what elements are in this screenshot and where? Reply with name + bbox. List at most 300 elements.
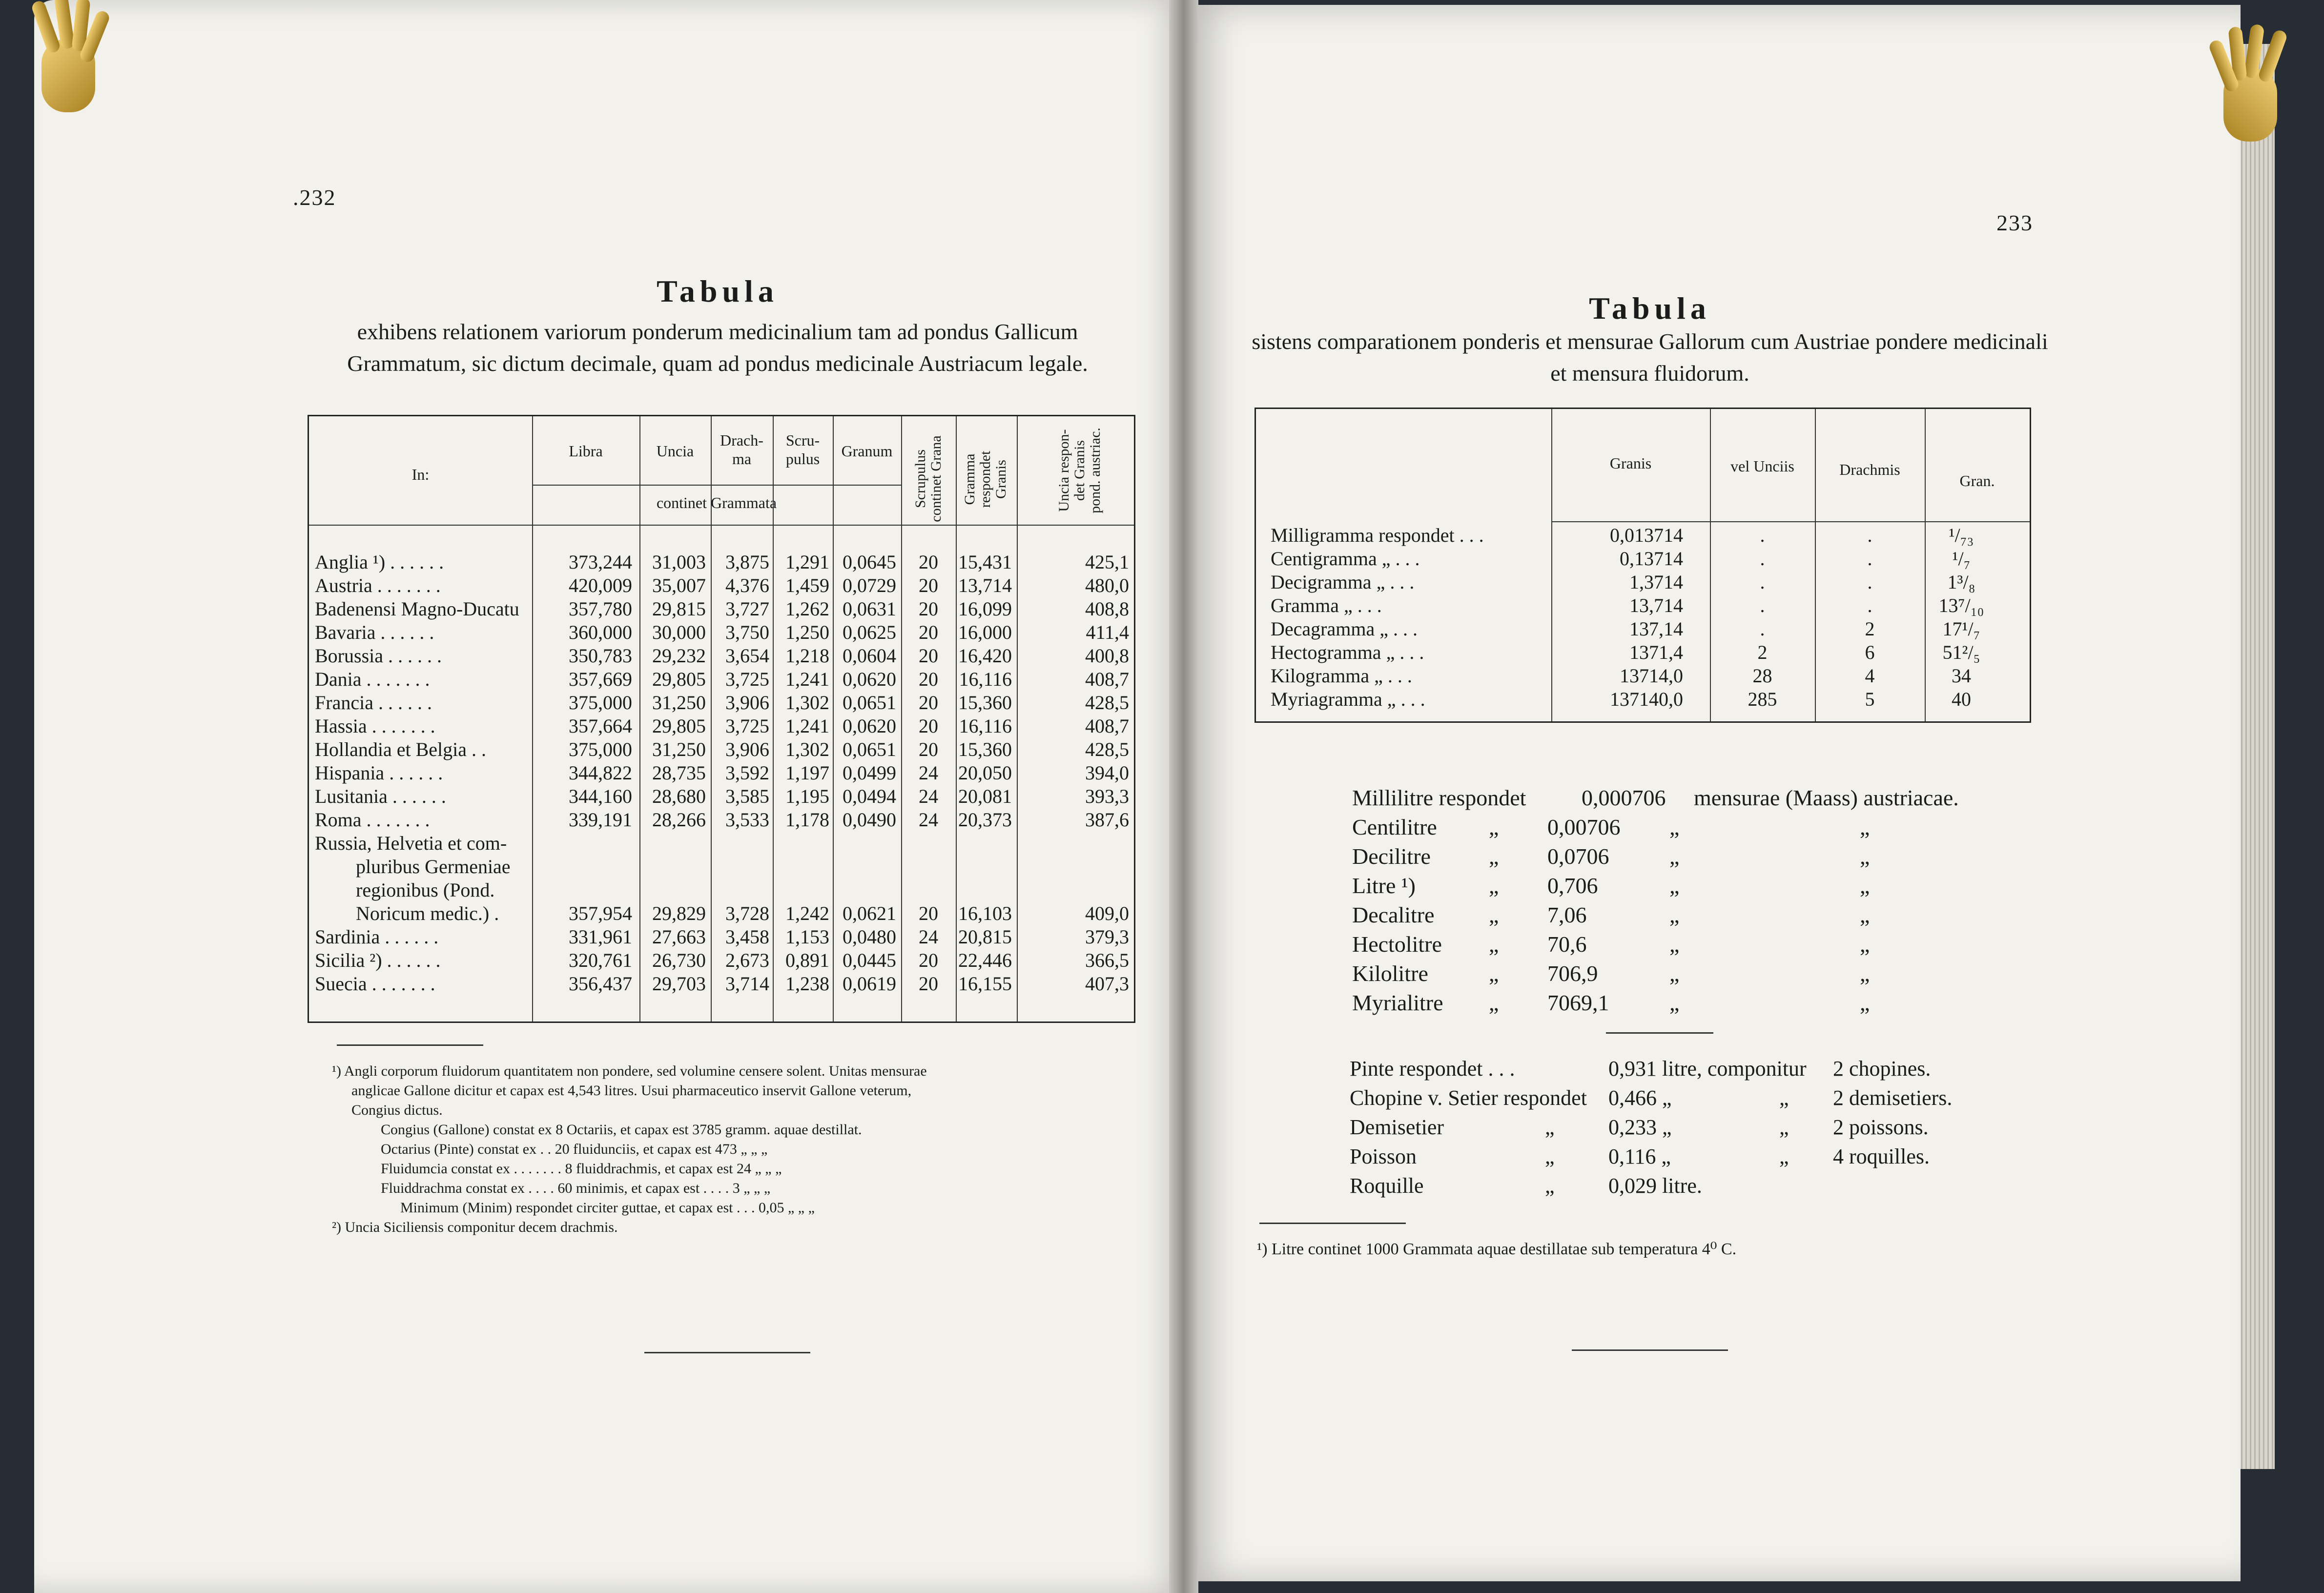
footnote-line: Minimum (Minim) respondet circiter guttae, et capax est . . . 0,05 „ „ „ [400,1200,815,1216]
cell-scrupulus: 1,291 [785,551,829,573]
cell-name: Decagramma „ . . . [1271,618,1418,640]
cell-libra: 350,783 [569,645,632,667]
cell-drachmis: . [1867,548,1872,570]
cell-name: Austria . . . . . . . [315,574,441,596]
cell-gramma-granis: 16,420 [958,645,1012,667]
measure-value: 7069,1 [1547,990,1609,1015]
left-subtitle-line1: exhibens relationem variorum ponderum medicinalium tam ad pondus Gallicum [357,319,1078,344]
cell-uncia-granis: 400,8 [1085,645,1129,667]
ditto-mark: „ [1489,902,1499,927]
composition: 2 chopines. [1833,1057,1931,1081]
cell-drachma: 3,533 [725,809,769,831]
measure-name: Poisson [1350,1144,1417,1168]
cell-libra: 373,244 [569,551,632,573]
measure-name: Demisetier [1350,1115,1444,1139]
ditto-mark: „ [1669,932,1680,957]
right-page-number: 233 [1996,210,2033,235]
header-granum: Granum [841,442,893,460]
cell-uncia-granis: 411,4 [1086,621,1129,643]
cell-granum: 0,0620 [843,715,896,737]
cell-libra: 375,000 [569,738,632,760]
cell-drachma: 3,592 [725,762,769,784]
measure-name: Pinte respondet . . . [1350,1057,1515,1081]
cell-uncia-granis: 379,3 [1085,926,1129,948]
cell-scrupulus: 1,302 [785,738,829,760]
footnote-line: anglicae Gallone dicitur et capax est 4,543 litres. Usui pharmaceutico inservit Gallone veterum, [351,1082,912,1099]
cell-drachma: 3,654 [725,645,769,667]
cell-libra: 357,780 [569,598,632,620]
cell-uncia-granis: 408,7 [1085,668,1129,690]
ditto-mark: „ [1860,873,1870,898]
cell-scrupulus: 1,241 [785,715,829,737]
measure-name: Myrialitre [1352,990,1443,1015]
measure-value: 0,116 „ [1608,1144,1671,1168]
cell-granum: 0,0604 [843,645,896,667]
cell-drachma: 3,714 [725,973,769,995]
measure-value: 706,9 [1547,961,1598,986]
cell-uncia: 29,805 [652,668,706,690]
table-row [309,668,1134,691]
cell-name: Sicilia ²) . . . . . . [315,949,441,971]
cell-drachmis: . [1867,524,1872,546]
cell-scr-grana: 20 [919,645,938,667]
ditto-mark: „ [1669,961,1680,986]
measure-row [1352,930,1987,959]
cell-unciis: . [1760,618,1765,640]
cell-name: Hispania . . . . . . [315,762,443,784]
ditto-mark: „ [1860,902,1870,927]
header-scrupulus-1: Scru- [785,431,820,449]
footnote-line: Fluidumcia constat ex . . . . . . . 8 fluiddrachmis, et capax est 24 „ „ „ [381,1161,782,1177]
cell-scrupulus: 1,195 [785,785,829,807]
right-subtitle-line2: et mensura fluidorum. [1550,361,1749,386]
cell-granum: 0,0625 [843,621,896,643]
measure-value: 0,233 „ [1608,1115,1672,1139]
measure-value: 0,00706 [1547,815,1621,839]
cell-scr-grana: 24 [919,785,938,807]
cell-gran: 34 [1952,665,1971,687]
cell-scrupulus: 1,178 [785,809,829,831]
cell-scr-grana: 20 [919,551,938,573]
measure-row [1352,959,1987,988]
table-row [309,597,1134,621]
cell-name: Myriagramma „ . . . [1271,688,1425,710]
ditto-mark: „ [1860,932,1870,957]
measure-name: Litre ¹) [1352,873,1416,898]
cell-unciis: . [1760,571,1765,593]
french-measure-row [1350,1113,1999,1142]
cell-name: Dania . . . . . . . [315,668,430,690]
cell-name: Suecia . . . . . . . [315,973,435,995]
measure-row [1352,988,1987,1018]
header-drachmis: Drachmis [1839,461,1900,478]
table-row [309,621,1134,644]
header-drachma-2: ma [732,450,752,468]
table-row [309,785,1134,808]
cell-scrupulus: 1,250 [785,621,829,643]
table-row [1256,664,2030,688]
cell-gramma-granis: 15,360 [958,692,1012,714]
ditto-mark: „ [1545,1115,1555,1139]
left-footnotes [332,1062,1152,1237]
table-row [1256,547,2030,571]
cell-libra: 320,761 [569,949,632,971]
header-gramma-granis: Gramma respondet Granis [962,450,1009,508]
cell-gramma-granis: 16,155 [958,973,1012,995]
cell-drachmis: . [1867,594,1872,616]
cell-scrupulus: 1,241 [785,668,829,690]
header-in: In: [411,466,430,483]
cell-granum: 0,0494 [843,785,896,807]
cell-gramma-granis: 16,099 [958,598,1012,620]
table-row [1256,688,2030,711]
cell-unciis: . [1760,524,1765,546]
cell-scr-grana: 20 [919,949,938,971]
table-row [309,972,1134,996]
cell-granis: 13,714 [1629,594,1683,616]
cell-name: Francia . . . . . . [315,692,432,714]
cell-granum: 0,0620 [843,668,896,690]
cell-granis: 137,14 [1629,618,1683,640]
cell-uncia: 29,703 [652,973,706,995]
table-row [1256,571,2030,594]
cell-scr-grana: 20 [919,715,938,737]
cell-unciis: 28 [1752,665,1772,687]
ditto-mark: „ [1669,990,1680,1015]
cell-name: Roma . . . . . . . [315,809,430,831]
cell-drachma: 3,906 [725,738,769,760]
left-subtitle-line2: Grammatum, sic dictum decimale, quam ad pondus medicinale Austriacum legale. [347,351,1088,376]
cell-drachma: 3,725 [725,668,769,690]
cell-name: Badenensi Magno-Ducatu [315,598,519,620]
french-measures [1350,1054,1999,1210]
cell-drachma: 3,875 [725,551,769,573]
cell-scrupulus: 0,891 [785,949,829,971]
ditto-mark: „ [1669,873,1680,898]
header-uncia: Uncia [656,442,694,460]
cell-scr-grana: 20 [919,621,938,643]
ditto-mark: „ [1545,1174,1555,1198]
table-row [1256,641,2030,664]
ditto-mark: „ [1860,815,1870,839]
measure-value: 0,931 litre, componitur [1608,1057,1807,1081]
cell-uncia: 26,730 [652,949,706,971]
measure-row [1352,842,1987,871]
cell-gramma-granis: 16,000 [958,621,1012,643]
cell-uncia: 29,232 [652,645,706,667]
cell-uncia: 30,000 [652,621,706,643]
cell-scrupulus: 1,218 [785,645,829,667]
header-scrupulus-2: pulus [785,450,820,468]
header-gran: Gran. [1959,472,1995,490]
table-row [309,808,1134,832]
cell-scrupulus: 1,153 [785,926,829,948]
french-measure-row [1350,1171,1999,1201]
cell-granum: 0,0729 [843,574,896,596]
cell-scr-grana: 20 [919,668,938,690]
cell-drachmis: 4 [1865,665,1875,687]
cell-drachma: 3,725 [725,715,769,737]
cell-uncia-granis: 366,5 [1085,949,1129,971]
table-row [309,738,1134,761]
cell-libra: 420,009 [569,574,632,596]
table-row [309,574,1134,597]
cell-gran: ¹/₇ [1952,548,1971,570]
right-bottom-rule [1572,1349,1728,1351]
ditto-mark: „ [1489,873,1499,898]
measure-value: 7,06 [1547,902,1587,927]
cell-drachma: 4,376 [725,574,769,596]
cell-uncia-granis: 428,5 [1085,692,1129,714]
cell-granis: 13714,0 [1620,665,1683,687]
cell-scrupulus: 1,197 [785,762,829,784]
cell-drachmis: 5 [1865,688,1875,710]
cell-uncia-granis: 408,7 [1085,715,1129,737]
cell-drachmis: 6 [1865,641,1875,663]
footnote-line: Fluiddrachma constat ex . . . . 60 minimis, et capax est . . . . 3 „ „ „ [381,1180,771,1196]
cell-scr-grana: 24 [919,926,938,948]
left-hand-clip-icon [20,0,112,127]
measure-name: Decilitre [1352,844,1431,869]
table-row [309,644,1134,668]
cell-scrupulus: 1,262 [785,598,829,620]
cell-granis: 1371,4 [1629,641,1683,663]
cell-uncia-granis: 393,3 [1085,785,1129,807]
cell-uncia: 29,805 [652,715,706,737]
cell-name: Centigramma „ . . . [1271,548,1420,570]
cell-name: Gramma „ . . . [1271,594,1382,616]
measure-row [1352,813,1987,842]
left-page-number: .232 [293,185,336,210]
measure-row [1352,900,1987,930]
cell-gramma-granis: 16,116 [959,668,1012,690]
cell-scr-grana: 20 [919,738,938,760]
cell-drachma: 3,906 [725,692,769,714]
cell-name: Milligramma respondet . . . [1271,524,1484,546]
cell-scrupulus: 1,459 [785,574,829,596]
measure-name: Centilitre [1352,815,1437,839]
cell-drachma: 3,727 [725,598,769,620]
cell-name: Lusitania . . . . . . [315,785,446,807]
cell-name: Bavaria . . . . . . [315,621,434,643]
measure-name: Decalitre [1352,902,1435,927]
footnote-line: Congius dictus. [351,1102,443,1118]
cell-uncia-granis: 428,5 [1085,738,1129,760]
ditto-mark: „ [1860,844,1870,869]
footnote-line: Octarius (Pinte) constat ex . . 20 fluidunciis, et capax est 473 „ „ „ [381,1141,768,1157]
table-row [1256,594,2030,617]
ditto-mark: „ [1860,990,1870,1015]
cell-scr-grana: 24 [919,809,938,831]
cell-drachmis: 2 [1865,618,1875,640]
measure-row [1352,871,1987,900]
cell-uncia: 35,007 [652,574,706,596]
table-row [1256,524,2030,547]
cell-granis: 0,13714 [1620,548,1683,570]
measure-value: 0,0706 [1547,844,1609,869]
cell-uncia-granis: 425,1 [1085,551,1129,573]
cell-name: Hollandia et Belgia . . [315,738,487,760]
table-row [1256,617,2030,641]
cell-name: Hassia . . . . . . . [315,715,435,737]
header-scrupulus-grana: Scrupulus continet Grana [912,435,944,522]
cell-name: Sardinia . . . . . . [315,926,439,948]
measure-name: Kilolitre [1352,961,1428,986]
right-title: Tabula [1589,291,1711,326]
measure-value: 70,6 [1547,932,1587,957]
cell-uncia: 31,250 [652,738,706,760]
cell-name: Decigramma „ . . . [1271,571,1415,593]
cell-libra: 375,000 [569,692,632,714]
measure-unit: mensurae (Maass) austriacae. [1694,785,1959,810]
cell-drachmis: . [1867,571,1872,593]
measure-value: 0,029 litre. [1608,1174,1702,1198]
cell-name: Borussia . . . . . . [315,645,442,667]
cell-granum: 0,0645 [843,551,896,573]
ditto-mark: „ [1489,961,1499,986]
cell-gran: 51²/₅ [1942,641,1980,663]
ditto-mark: „ [1669,844,1680,869]
book-gutter [1169,0,1198,1593]
composition: 2 demisetiers. [1833,1086,1953,1110]
measure-name: Chopine v. Setier respondet [1350,1086,1587,1110]
cell-libra: 344,822 [569,762,632,784]
cell-scr-grana: 20 [919,973,938,995]
cell-scrupulus: 1,302 [785,692,829,714]
header-unciis: vel Unciis [1730,457,1794,475]
cell-uncia: 27,663 [652,926,706,948]
cell-uncia: 28,266 [652,809,706,831]
cell-uncia: 28,680 [652,785,706,807]
footnote-line: Congius (Gallone) constat ex 8 Octariis, et capax est 3785 gramm. aquae destillat. [381,1122,862,1138]
left-bottom-rule [644,1352,810,1353]
cell-gramma-granis: 20,815 [958,926,1012,948]
ditto-mark: „ [1545,1144,1555,1168]
french-measure-row [1350,1083,1999,1113]
table-row [309,761,1134,785]
measure-row [1352,783,1987,813]
cell-libra: 339,191 [569,809,632,831]
table-row [309,691,1134,715]
table-row [309,715,1134,738]
cell-scr-grana: 20 [919,598,938,620]
ditto-mark: „ [1489,932,1499,957]
ditto-mark: „ [1669,815,1680,839]
cell-uncia: 29,815 [652,598,706,620]
french-measure-row [1350,1054,1999,1083]
measure-name: Millilitre respondet [1352,785,1526,810]
cell-uncia-granis: 480,0 [1085,574,1129,596]
header-drachma-1: Drach- [720,431,763,449]
cell-scr-grana: 20 [919,574,938,596]
cell-scr-grana: 24 [919,762,938,784]
right-footnote: ¹) Litre continet 1000 Grammata aquae destillatae sub temperatura 4⁰ C. [1257,1240,1737,1258]
cell-libra: 357,669 [569,668,632,690]
cell-libra: 331,961 [569,926,632,948]
cell-gramma-granis: 20,373 [958,809,1012,831]
cell-name: Kilogramma „ . . . [1271,665,1412,687]
cell-uncia-granis: 407,3 [1085,973,1129,995]
cell-name: Anglia ¹) . . . . . . [315,551,444,573]
cell-gran: 1³/₈ [1947,571,1975,593]
table-row [309,925,1134,949]
cell-gramma-granis: 20,050 [958,762,1012,784]
cell-granum: 0,0651 [843,738,896,760]
cell-drachma: 3,458 [725,926,769,948]
cell-uncia: 28,735 [652,762,706,784]
measure-value: 0,706 [1547,873,1598,898]
cell-granum: 0,0445 [843,949,896,971]
cell-granum: 0,0499 [843,762,896,784]
footnote-line: ²) Uncia Siciliensis componitur decem drachmis. [332,1219,618,1235]
ditto-mark: „ [1779,1115,1789,1139]
cell-unciis: 285 [1748,688,1777,710]
right-footnote-rule [1259,1223,1406,1224]
cell-drachma: 3,750 [725,621,769,643]
cell-uncia-granis: 408,8 [1085,598,1129,620]
table-row [309,949,1134,972]
cell-libra: 344,160 [569,785,632,807]
liquid-measures [1352,783,1987,1027]
measure-name: Roquille [1350,1174,1424,1198]
left-title: Tabula [657,274,779,308]
cell-scr-grana: 20 [919,692,938,714]
ditto-mark: „ [1779,1086,1789,1110]
cell-scrupulus: 1,238 [785,973,829,995]
cell-drachma: 2,673 [725,949,769,971]
cell-granis: 1,3714 [1629,571,1683,593]
cell-granis: 0,013714 [1610,524,1683,546]
cell-granum: 0,0619 [843,973,896,995]
cell-gran: 40 [1952,688,1971,710]
cell-gramma-granis: 22,446 [958,949,1012,971]
cell-gran: 17¹/₇ [1942,618,1980,640]
ditto-mark: „ [1779,1144,1789,1168]
right-subtitle-line1: sistens comparationem ponderis et mensurae Gallorum cum Austriae pondere medicinali [1252,329,2048,354]
cell-gramma-granis: 15,360 [958,738,1012,760]
header-libra: Libra [569,442,603,460]
ditto-mark: „ [1860,961,1870,986]
cell-gramma-granis: 13,714 [958,574,1012,596]
header-continet: continet Grammata [656,494,777,511]
measure-value: 0,466 „ [1608,1086,1672,1110]
left-footnote-rule [337,1044,483,1046]
cell-granum: 0,0490 [843,809,896,831]
cell-drachma: 3,585 [725,785,769,807]
cell-granum: 0,0480 [843,926,896,948]
cell-unciis: . [1760,594,1765,616]
ditto-mark: „ [1489,815,1499,839]
cell-libra: 356,437 [569,973,632,995]
french-measure-row [1350,1142,1999,1171]
cell-granum: 0,0651 [843,692,896,714]
cell-granum: 0,0631 [843,598,896,620]
ditto-mark: „ [1489,844,1499,869]
cell-unciis: . [1760,548,1765,570]
cell-uncia: 31,003 [652,551,706,573]
ditto-mark: „ [1489,990,1499,1015]
cell-gramma-granis: 15,431 [958,551,1012,573]
cell-gran: 13⁷/₁₀ [1938,594,1984,616]
composition: 4 roquilles. [1833,1144,1930,1168]
measure-name: Hectolitre [1352,932,1442,957]
measure-value: 0,000706 [1582,785,1666,810]
cell-gramma-granis: 16,116 [959,715,1012,737]
right-table [1255,408,2031,723]
table-row [309,551,1134,574]
header-uncia-granis: Uncia respon- det Granis pond. austriac. [1056,428,1103,513]
cell-granis: 137140,0 [1610,688,1683,710]
